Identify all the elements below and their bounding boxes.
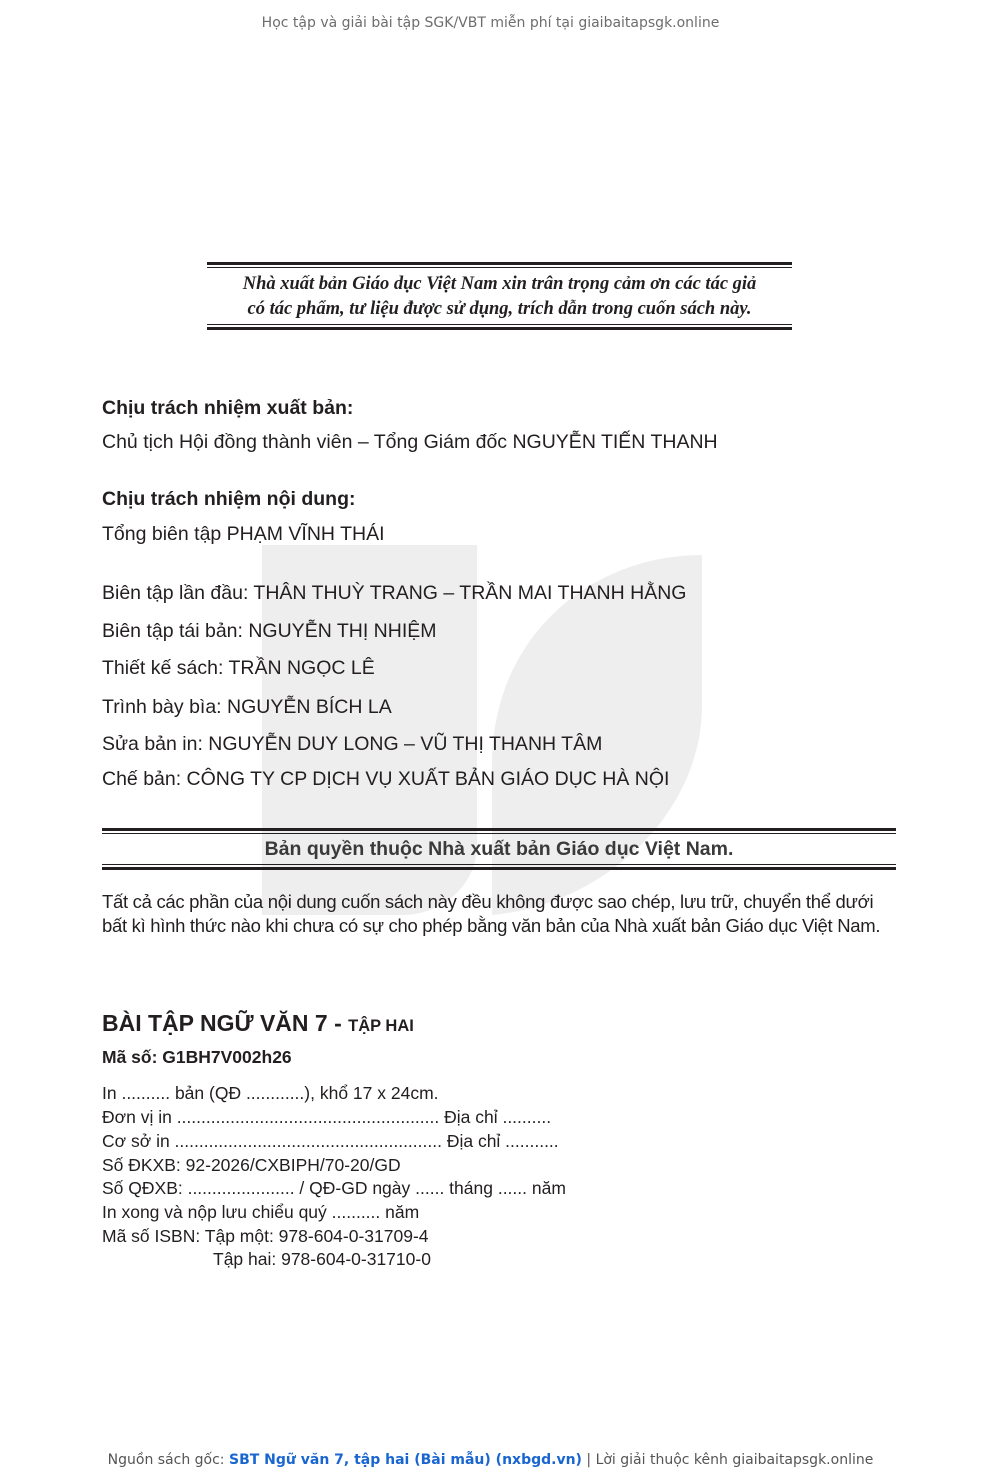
book-title-main: BÀI TẬP NGỮ VĂN 7 - [102, 1010, 349, 1036]
rights-notice-line-2: bất kì hình thức nào khi chưa có sự cho phép bằng văn bản của Nhà xuất bản Giáo dục Việt Nam. [102, 915, 881, 936]
isbn-volume-2: Tập hai: 978-604-0-31710-0 [213, 1249, 431, 1269]
registration-number: Số ĐKXB: 92-2026/CXBIPH/70-20/GD [102, 1155, 401, 1175]
copyright-statement: Bản quyền thuộc Nhà xuất bản Giáo dục Việt Nam. [264, 838, 734, 860]
book-code: Mã số: G1BH7V002h26 [102, 1047, 292, 1067]
header-note: Học tập và giải bài tập SGK/VBT miễn phí tại giaibaitapsgk.online [261, 15, 720, 31]
reprint-editor: Biên tập tái bản: NGUYỄN THỊ NHIỆM [102, 620, 437, 642]
publishing-responsibility-heading: Chịu trách nhiệm xuất bản: [102, 397, 354, 419]
printing-facility-info: Cơ sở in ....................................................... Địa chỉ ........... [102, 1131, 559, 1151]
acknowledgement-box [207, 262, 792, 330]
acknowledgement-line-2: có tác phẩm, tư liệu được sử dụng, trích dẫn trong cuốn sách này. [247, 299, 752, 319]
content-responsibility-heading: Chịu trách nhiệm nội dung: [102, 488, 356, 510]
content-responsibility-person: Tổng biên tập PHẠM VĨNH THÁI [102, 523, 385, 545]
acknowledgement-line-1: Nhà xuất bản Giáo dục Việt Nam xin trân trọng cảm ơn các tác giả [242, 274, 757, 294]
rights-notice [102, 890, 902, 938]
rights-notice-line-1: Tất cả các phần của nội dung cuốn sách này đều không được sao chép, lưu trữ, chuyển thể dưới [102, 891, 874, 912]
book-designer: Thiết kế sách: TRẦN NGỌC LÊ [102, 657, 375, 679]
printer-info: Đơn vị in ...................................................... Địa chỉ .......... [102, 1107, 552, 1127]
proofreaders: Sửa bản in: NGUYỄN DUY LONG – VŨ THỊ THANH TÂM [102, 733, 603, 755]
cover-designer: Trình bày bìa: NGUYỄN BÍCH LA [102, 696, 392, 718]
footer-note [0, 1452, 981, 1468]
publishing-decision: Số QĐXB: ...................... / QĐ-GD ngày ...... tháng ...... năm [102, 1178, 566, 1198]
footer-suffix: | Lời giải thuộc kênh giaibaitapsgk.online [581, 1452, 874, 1468]
source-book-link[interactable]: SBT Ngữ văn 7, tập hai (Bài mẫu) (nxbgd.vn) [228, 1452, 582, 1468]
publishing-responsibility-person: Chủ tịch Hội đồng thành viên – Tổng Giám đốc NGUYỄN TIẾN THANH [102, 431, 718, 453]
first-editors: Biên tập lần đầu: THÂN THUỲ TRANG – TRẦN MAI THANH HẰNG [102, 582, 687, 604]
book-title [102, 1010, 414, 1037]
copyright-box [102, 828, 896, 870]
book-title-volume: TẬP HAI [348, 1017, 414, 1035]
typesetter: Chế bản: CÔNG TY CP DỊCH VỤ XUẤT BẢN GIÁO DỤC HÀ NỘI [102, 768, 670, 790]
legal-deposit: In xong và nộp lưu chiểu quý .......... năm [102, 1202, 420, 1222]
print-run: In .......... bản (QĐ ............), khổ 17 x 24cm. [102, 1083, 439, 1103]
isbn-volume-1: Mã số ISBN: Tập một: 978-604-0-31709-4 [102, 1226, 429, 1246]
footer-prefix: Nguồn sách gốc: [107, 1452, 229, 1468]
